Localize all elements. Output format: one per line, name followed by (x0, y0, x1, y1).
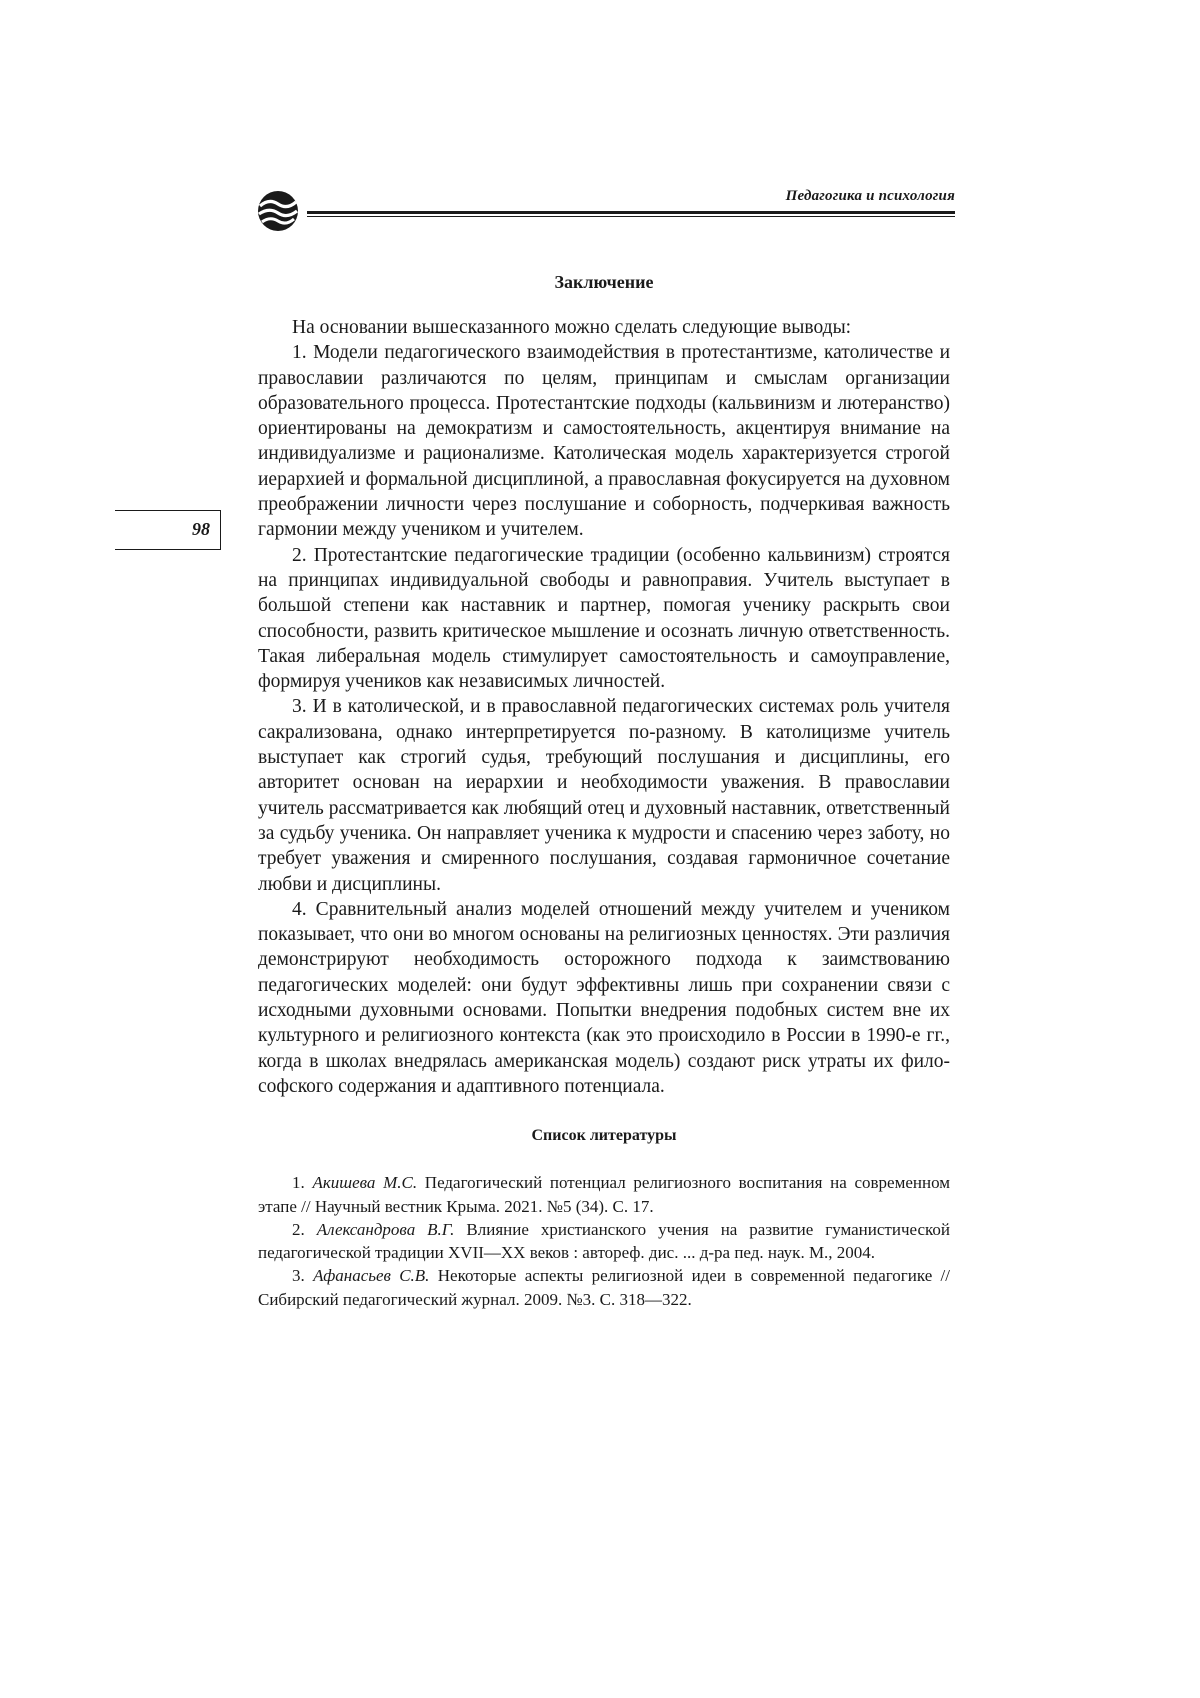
reference-text: Влияние христианского учения на развитие гуманистической педагогической традиции XVII—XX веков : автореф. дис. ... д-ра пед. наук. М., 2004. (258, 1219, 950, 1263)
reference-text: Некоторые аспекты религиозной идеи в современной педагогике // Сибирский педагогический журнал. 2009. №3. С. 318—322. (258, 1266, 951, 1309)
conclusion-body (258, 315, 950, 1099)
section-title: Заключение (554, 272, 654, 292)
reference-item (258, 1218, 950, 1265)
reference-number: 1. (292, 1173, 305, 1193)
paragraph: 1. Модели педагогического взаимодействия в протестантизме, католичестве и православии различаются по целям, принципам и смыслам организации образовательного процесса. Протестантские подходы (кальвинизм и лютеранство) ориентированы на демократизм и самостоятельность, акцентируя внимание на индивидуализме и рационализме. Католическая модель характеризуется строгой иерархией и формальной дисциплиной, а православная фокусируется на духовном преображении личности через послушание и соборность, подчеркивая важность гармонии между учеником и учителем. (258, 342, 950, 541)
reference-number: 3. (292, 1266, 305, 1286)
paragraph: 2. Протестантские педагогические традиции (особенно кальвинизм) строятся на принципах индивидуальной свободы и равноправия. Учитель выступает в большой степени как наставник и партнер, помогая ученику раскрыть свои способности, развить критическое мышление и осознать личную ответственность. Такая либеральная модель стимулирует самостоятельность и самоуправление, формируя учеников как независимых личностей. (258, 544, 950, 693)
page-number: 98 (192, 519, 210, 539)
reference-author: Афанасьев С.В. (313, 1266, 430, 1286)
reference-item (258, 1171, 950, 1218)
references-title: Список литературы (531, 1127, 677, 1145)
header-rule-thin (307, 216, 955, 217)
journal-section-title: Педагогика и психология (785, 188, 955, 204)
wave-globe-icon (255, 188, 301, 234)
paragraph: На основании вышесказанного можно сделать следующие выводы: (292, 317, 852, 338)
running-header (255, 188, 955, 234)
reference-author: Акишева М.С. (312, 1173, 418, 1193)
reference-text: Педагогический потенциал религиозного воспитания на современном этапе // Научный вестник Крыма. 2021. №5 (34). С. 17. (258, 1173, 950, 1216)
references-list (258, 1171, 950, 1311)
page-number-box (115, 510, 221, 550)
reference-number: 2. (292, 1219, 305, 1239)
reference-item (258, 1264, 950, 1311)
reference-author: Александрова В.Г. (316, 1219, 455, 1239)
paragraph: 3. И в католической, и в православной педагогических системах роль учителя сакрализована, однако интерпретируется по-разному. В католицизме учитель выступает как строгий судья, требующий послушания и дисциплины, его авторитет основан на иерархии и необходимости уважения. В православии учитель рассматривается как любящий отец и духовный наставник, ответственный за судьбу ученика. Он направляет ученика к мудрости и спасению через заботу, но требует уважения и смиренного послушания, создавая гармоничное сочетание любви и дисциплины. (258, 696, 950, 895)
article-content (258, 272, 950, 1311)
paragraph: 4. Сравнительный анализ моделей отношений между учителем и учеником показывает, что они во многом основаны на религиозных ценностях. Эти различия демонстрируют необходимость осторожного подхода к заимствованию педагогических моделей: они будут эффективны лишь при сохранении связи с исходными духовными основами. Попытки внедрения подобных систем вне их культурного и религиозного контекста (как это происходило в России в 1990-е гг., когда в школах внедрялась американская модель) создают риск утраты их философского содержания и адаптивного потенциала. (258, 898, 950, 1097)
header-rule (307, 211, 955, 214)
